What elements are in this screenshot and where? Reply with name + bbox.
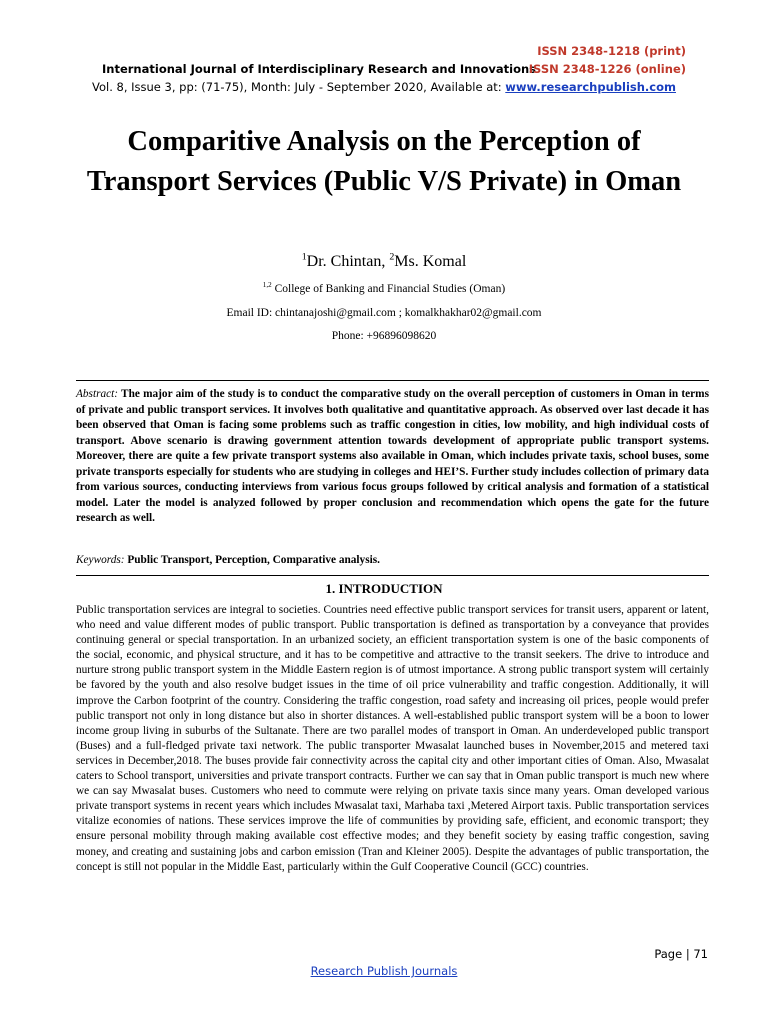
page-number: Page | 71 — [654, 947, 708, 961]
publisher-link[interactable]: Research Publish Journals — [310, 964, 458, 978]
author-1-name: Dr. Chintan, — [306, 253, 390, 270]
paper-title: Comparitive Analysis on the Perception of Transport Services (Public V/S Private) in Oman — [86, 126, 682, 197]
author-line — [0, 253, 768, 271]
author-1-sup: 1 — [301, 251, 307, 263]
section-heading: 1. INTRODUCTION — [325, 581, 443, 596]
keywords-text: Public Transport, Perception, Comparative analysis. — [124, 554, 380, 566]
affiliation-sup: 1,2 — [262, 281, 272, 290]
abstract-top-rule — [76, 380, 709, 381]
affiliation — [0, 283, 768, 295]
issn-print: ISSN 2348-1218 (print) — [537, 44, 686, 58]
keywords — [76, 554, 709, 566]
keywords-bottom-rule — [76, 575, 709, 576]
author-2-sup: 2 — [389, 251, 395, 263]
abstract-label: Abstract: — [76, 388, 119, 400]
phone-line: Phone: +96896098620 — [331, 330, 437, 342]
abstract — [76, 387, 709, 527]
affiliation-text: College of Banking and Financial Studies (Oman) — [271, 283, 506, 295]
abstract-text: The major aim of the study is to conduct the comparative study on the overall perception of customers in Oman in terms of private and public transport services. It involves both qualitative and quantitative approach. As observed over last decade it has been observed that Oman is facing some problems such as traffic congestion in cities, low mobility, and high individual costs of transport. Above scenario is drawing government attention towards development of appropriate public transport systems. Moreover, there are quite a few private transport systems also available in Oman, which includes private taxis, school buses, some private transports especially for students who are studying in colleges and HEI’S. Further study includes collection of primary data from various sources, conducting interviews from various focus groups followed by critical analysis and formation of a statistical model. Later the model is analyzed followed by proper conclusion and recommendation which opens the gate for the future research as well. — [76, 388, 709, 524]
journal-name: International Journal of Interdisciplinary Research and Innovations — [102, 62, 537, 76]
issn-online: ISSN 2348-1226 (online) — [528, 62, 686, 76]
author-2-name: Ms. Komal — [394, 253, 467, 270]
introduction-paragraph: Public transportation services are integral to societies. Countries need effective public transport services for transit users, apparent or latent, who need and value different modes of public transport. Public transportation is defined as transportation by a conveyance that provides continuing general or special transportation. In an urbanized society, an efficient transportation system is one of the basic components of the social, economic, and physical structure, and it has to be competitive and attractive to the transit seekers. The drive to introduce and nurture strong public transport system in the Middle Eastern region is of utmost importance. A strong public transport system will certainly be favored by the youth and also resolve budget issues in the time of oil price vulnerability and traffic congestion. Additionally, it will improve the Carbon footprint of the country. Considering the traffic congestion, road safety and increasing oil prices, people would prefer public transport not only in long distance but also in shorter distances. A well-established public transport system will be a boon to lower income group living in suburbs of the Sultanate. There are two parallel modes of transport in Oman. An underdeveloped public transport (Buses) and a full-fledged private taxi network. The public transporter Mwasalat launched buses in November,2015 and metered taxi services in December,2018. The buses provide fair connectivity across the capital city and other important cities of Oman. Also, Mwasalat caters to School transport, universities and private transport contracts. Further we can say that in Oman public transport is much new where we can say Mwasalat buses. Customers who need to commute were relying on private taxis since many years. Oman developed various private transport systems in recent years which includes Mwasalat taxi, Marhaba taxi ,Metered Airport taxis. Public transportation services vitalize economies of nations. These services improve the life of communities by providing safe, efficient, and economic transport; they ensure personal mobility through making available cost effective modes; and they benefit society by easing traffic congestion, saving money, and creating and sustaining jobs and carbon emission (Tran and Kleiner 2005). Despite the advantages of public transportation, the concept is still not popular in the Middle East, particularly within the Gulf Cooperative Council (GCC) countries. — [76, 604, 709, 873]
volume-line — [0, 80, 768, 94]
website-link[interactable]: www.researchpublish.com — [505, 80, 676, 94]
email-line: Email ID: chintanajoshi@gmail.com ; komalkhakhar02@gmail.com — [226, 307, 542, 319]
keywords-label: Keywords: — [76, 554, 125, 566]
volume-info: Vol. 8, Issue 3, pp: (71-75), Month: July - September 2020, Available at: — [91, 80, 506, 94]
